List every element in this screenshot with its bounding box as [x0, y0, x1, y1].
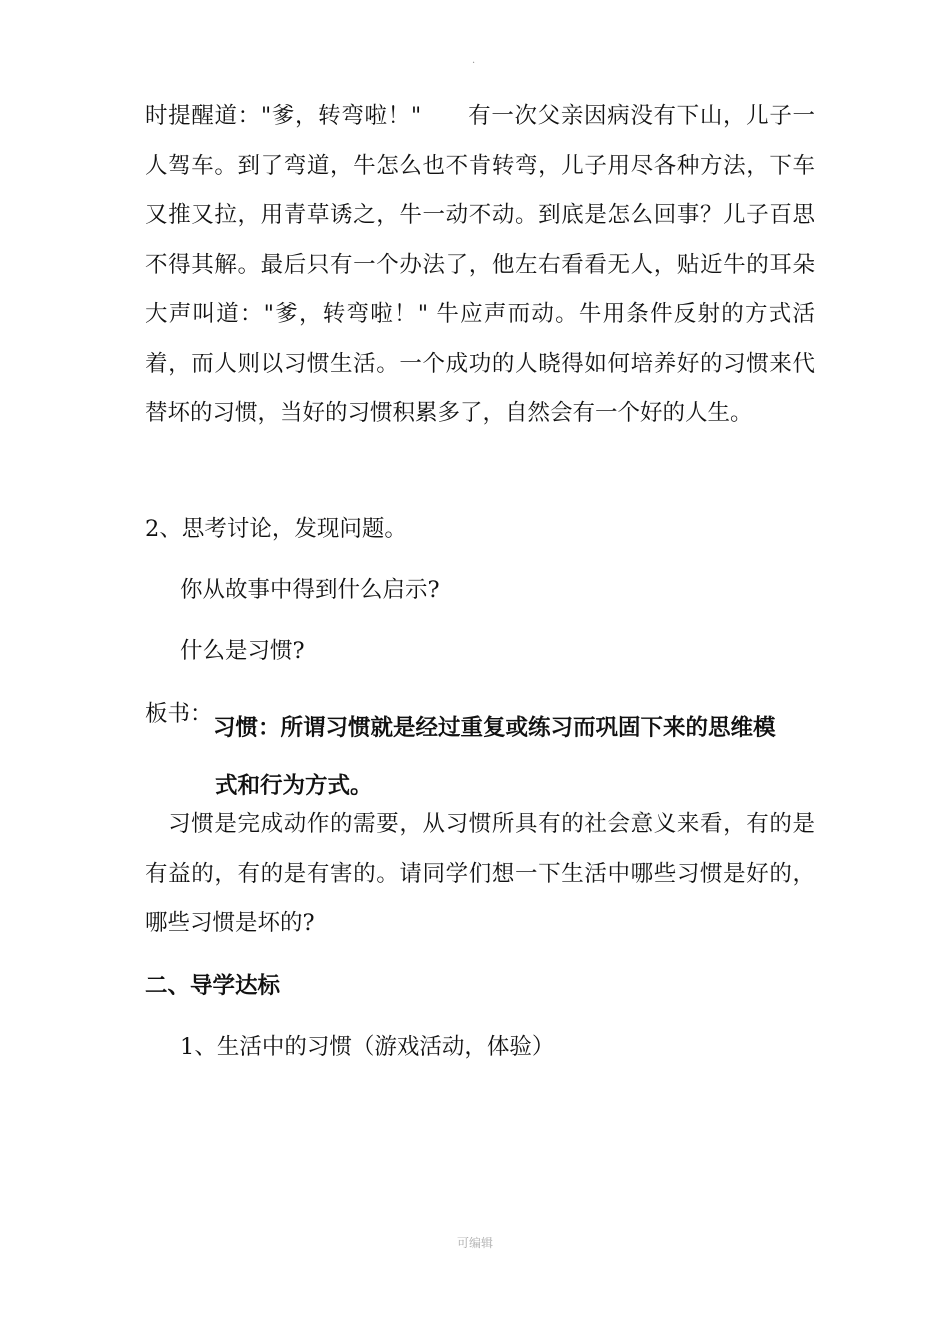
board-definition [213, 699, 815, 815]
board-label: 板书： [145, 701, 213, 727]
question-what-is-habit: 什么是习惯? [180, 638, 305, 664]
header-mark: · [472, 58, 476, 69]
footer-editable-note: 可编辑 [456, 1236, 493, 1250]
step2-heading: 2、思考讨论，发现问题。 [145, 516, 407, 542]
story-paragraph: 时提醒道："爹，转弯啦！" 有一次父亲因病没有下山，儿子一人驾车。到了弯道，牛怎么也不肯转弯，儿子用尽各种方法，下车又推又拉，用青草诱之，牛一动不动。到底是怎么回事？儿子百思不得其解。最后只有一个办法了，他左右看看无人，贴近牛的耳朵大声叫道："爹，转弯啦！" 牛应声而动。牛用条件反射的方式活着，而人则以习惯生活。一个成功的人晓得如何培养好的习惯来代替坏的习惯，当好的习惯积累多了，自然会有一个好的人生。 [145, 103, 815, 426]
activity-1: 1、生活中的习惯（游戏活动，体验） [180, 1034, 555, 1060]
board-definition-line2: 式和行为方式。 [215, 773, 373, 799]
section2-heading: 二、导学达标 [145, 973, 281, 999]
question-inspiration: 你从故事中得到什么启示? [180, 577, 440, 603]
habit-paragraph: 习惯是完成动作的需要，从习惯所具有的社会意义来看，有的是有益的，有的是有害的。请同学们想一下生活中哪些习惯是好的，哪些习惯是坏的? [145, 811, 815, 936]
board-definition-line1: 习惯：所谓习惯就是经过重复或练习而巩固下来的思维模 [213, 715, 776, 741]
